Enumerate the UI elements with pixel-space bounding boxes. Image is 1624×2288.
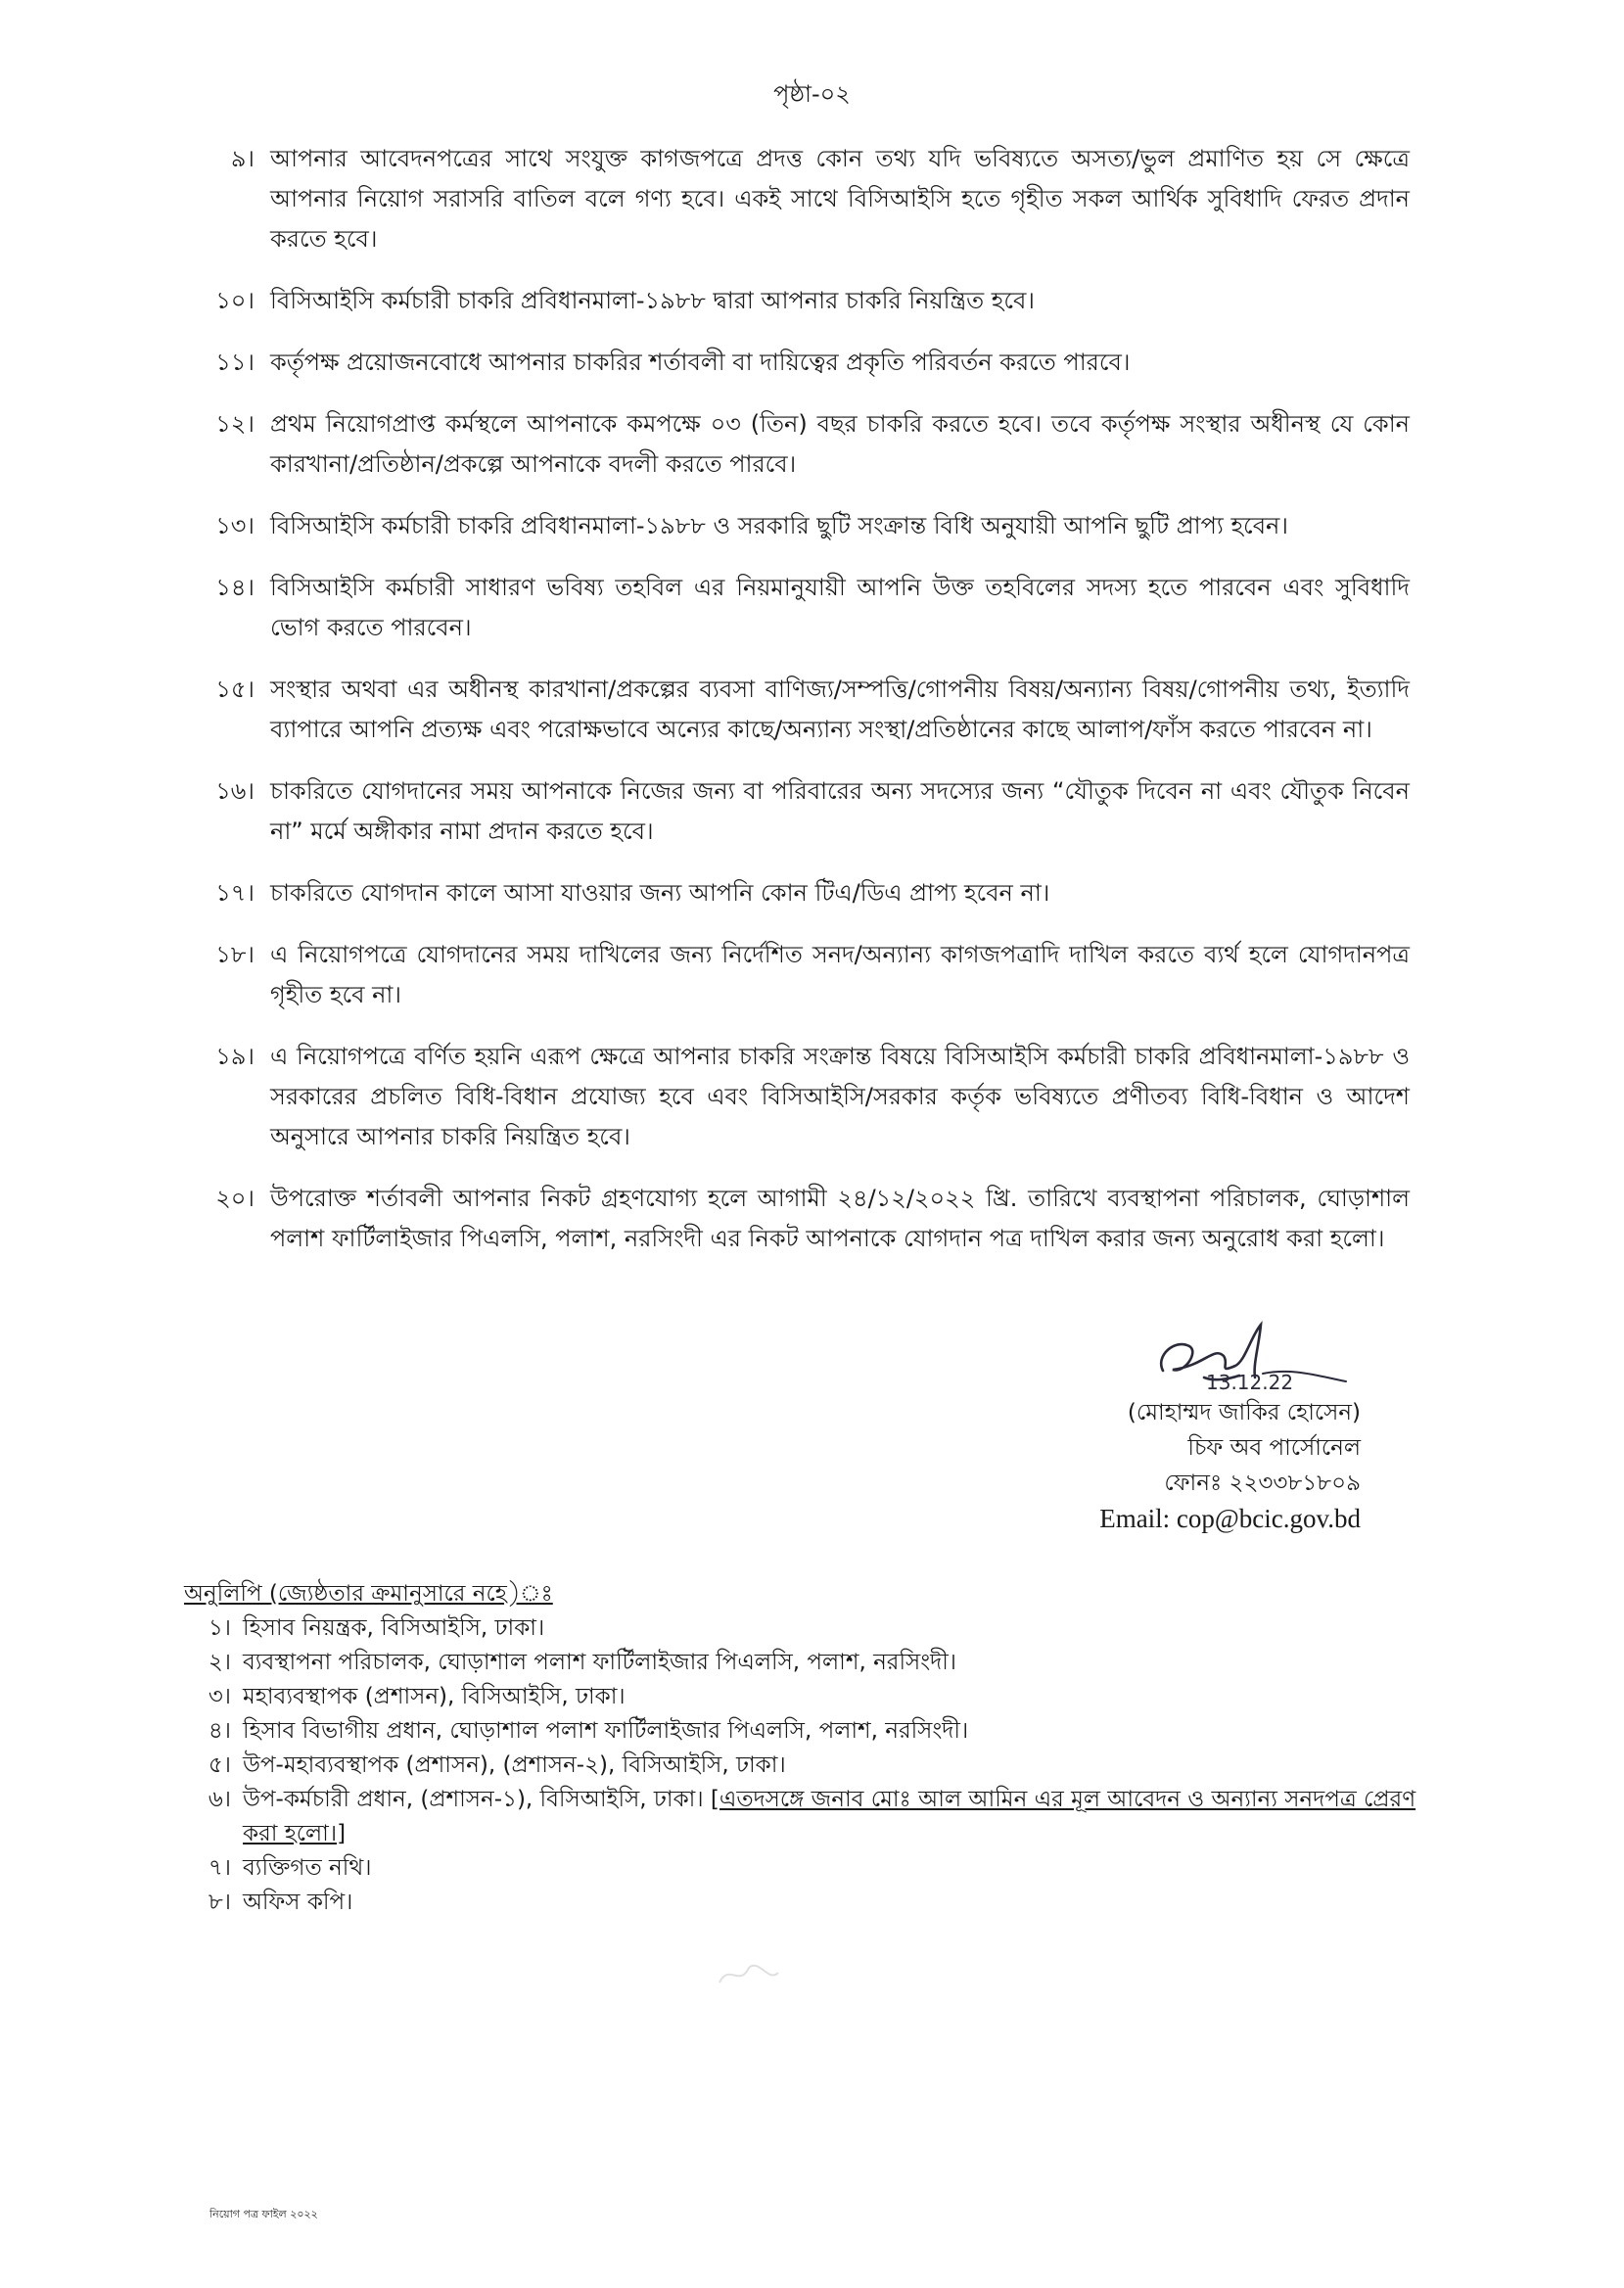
clause-number: ৯।	[230, 145, 255, 172]
clause-number: ১৬।	[215, 777, 255, 805]
copy-text: উপ-মহাব্যবস্থাপক (প্রশাসন), (প্রশাসন-২), বিসিআইসি, ঢাকা।	[243, 1752, 786, 1778]
clause-number: ১৫।	[215, 676, 255, 703]
clause-text: বিসিআইসি কর্মচারী সাধারণ ভবিষ্য তহবিল এর নিয়মানুযায়ী আপনি উক্ত তহবিলের সদস্য হতে পারবেন এবং সুবিধাদি ভোগ করতে পারবেন।	[270, 574, 1410, 641]
clause-number: ১৮।	[215, 941, 255, 968]
copy-number: ৪।	[208, 1718, 231, 1744]
clause-number: ১৭।	[215, 879, 255, 907]
clause-item	[196, 139, 1410, 259]
clause-text: বিসিআইসি কর্মচারী চাকরি প্রবিধানমালা-১৯৮৮ দ্বারা আপনার চাকরি নিয়ন্ত্রিত হবে।	[270, 287, 1035, 314]
clause-text: উপরোক্ত শর্তাবলী আপনার নিকট গ্রহণযোগ্য হলে আগামী ২৪/১২/২০২২ খ্রি. তারিখে ব্যবস্থাপনা পরিচালক, ঘোড়াশাল পলাশ ফার্টিলাইজার পিএলসি, পলাশ, নরসিংদী এর নিকট আপনাকে যোগদান পত্র দাখিল করার জন্য অনুরোধ করা হলো।	[270, 1185, 1410, 1252]
copy-text-with-note	[243, 1783, 1457, 1851]
clause-text: আপনার আবেদনপত্রের সাথে সংযুক্ত কাগজপত্রে প্রদত্ত কোন তথ্য যদি ভবিষ্যতে অসত্য/ভুল প্রমাণিত হয় সে ক্ষেত্রে আপনার নিয়োগ সরাসরি বাতিল বলে গণ্য হবে। একই সাথে বিসিআইসি হতে গৃহীত সকল আর্থিক সুবিধাদি ফেরত প্রদান করতে হবে।	[270, 145, 1410, 253]
copy-text: হিসাব নিয়ন্ত্রক, বিসিআইসি, ঢাকা।	[243, 1615, 545, 1641]
copies-title: অনুলিপি (জ্যেষ্ঠতার ক্রমানুসারে নহে)ঃ	[184, 1581, 553, 1607]
clause-text: কর্তৃপক্ষ প্রয়োজনবোধে আপনার চাকরির শর্তাবলী বা দায়িত্বের প্রকৃতি পরিবর্তন করতে পারবে।	[270, 349, 1131, 376]
signatory-email: Email: cop@bcic.gov.bd	[1099, 1504, 1361, 1533]
copy-number: ৮।	[208, 1890, 231, 1915]
copy-number: ৩।	[208, 1684, 231, 1709]
copy-item	[184, 1886, 1457, 1920]
copy-text: উপ-কর্মচারী প্রধান, (প্রশাসন-১), বিসিআইসি, ঢাকা।	[243, 1787, 704, 1812]
clause-item	[196, 935, 1410, 1015]
copy-item	[184, 1714, 1457, 1749]
clause-item	[196, 771, 1410, 852]
copy-text: ব্যক্তিগত নথি।	[243, 1855, 372, 1881]
copy-item	[184, 1851, 1457, 1886]
clause-text: বিসিআইসি কর্মচারী চাকরি প্রবিধানমালা-১৯৮৮ ও সরকারি ছুটি সংক্রান্ত বিধি অনুযায়ী আপনি ছুটি প্রাপ্য হবেন।	[270, 512, 1288, 539]
clause-number: ১৯।	[215, 1043, 255, 1070]
footer-file-note: নিয়োগ পত্র ফাইল ২০২২	[209, 2208, 318, 2220]
clause-item	[196, 873, 1410, 913]
signature-date: 13.12.22	[1206, 1371, 1294, 1394]
copy-item	[184, 1783, 1457, 1851]
copy-number: ৬।	[208, 1787, 231, 1812]
clause-item	[196, 281, 1410, 321]
clause-text: চাকরিতে যোগদান কালে আসা যাওয়ার জন্য আপনি কোন টিএ/ডিএ প্রাপ্য হবেন না।	[270, 879, 1050, 907]
clause-number: ১৩।	[215, 512, 255, 539]
clause-number: ১২।	[215, 410, 255, 438]
copy-item	[184, 1680, 1457, 1714]
handwritten-signature	[1145, 1317, 1361, 1395]
copy-number: ৭।	[208, 1855, 231, 1881]
clause-item	[196, 343, 1410, 383]
signature-block	[1038, 1317, 1361, 1536]
signatory-designation: চিফ অব পার্সোনেল	[1187, 1435, 1361, 1461]
clause-text: এ নিয়োগপত্রে যোগদানের সময় দাখিলের জন্য নির্দেশিত সনদ/অন্যান্য কাগজপত্রাদি দাখিল করতে ব্যর্থ হলে যোগদানপত্র গৃহীত হবে না।	[270, 941, 1410, 1008]
page-number: পৃষ্ঠা-০২	[773, 80, 851, 108]
clause-item	[196, 1037, 1410, 1157]
signatory-name: (মোহাম্মদ জাকির হোসেন)	[1127, 1400, 1361, 1425]
faint-show-through-mark	[715, 1953, 783, 1992]
clause-item	[196, 1179, 1410, 1259]
copy-text: অফিস কপি।	[243, 1890, 353, 1915]
clause-item	[196, 506, 1410, 546]
copy-item	[184, 1646, 1457, 1680]
clause-item	[196, 670, 1410, 750]
clause-text: এ নিয়োগপত্রে বর্ণিত হয়নি এরূপ ক্ষেত্রে আপনার চাকরি সংক্রান্ত বিষয়ে বিসিআইসি কর্মচারী চাকরি প্রবিধানমালা-১৯৮৮ ও সরকারের প্রচলিত বিধি-বিধান প্রযোজ্য হবে এবং বিসিআইসি/সরকার কর্তৃক ভবিষ্যতে প্রণীতব্য বিধি-বিধান ও আদেশ অনুসারে আপনার চাকরি নিয়ন্ত্রিত হবে।	[270, 1043, 1410, 1150]
clause-number: ১৪।	[215, 574, 255, 601]
clause-number: ১০।	[215, 287, 255, 314]
clause-item	[196, 404, 1410, 485]
clause-text: সংস্থার অথবা এর অধীনস্থ কারখানা/প্রকল্পের ব্যবসা বাণিজ্য/সম্পত্তি/গোপনীয় বিষয়/অন্যান্য বিষয়/গোপনীয় তথ্য, ইত্যাদি ব্যাপারে আপনি প্রত্যক্ষ এবং পরোক্ষভাবে অন্যের কাছে/অন্যান্য সংস্থা/প্রতিষ্ঠানের কাছে আলাপ/ফাঁস করতে পারবেন না।	[270, 676, 1410, 743]
copy-text: হিসাব বিভাগীয় প্রধান, ঘোড়াশাল পলাশ ফার্টিলাইজার পিএলসি, পলাশ, নরসিংদী।	[243, 1718, 969, 1744]
copy-number: ১।	[208, 1615, 231, 1641]
clause-list	[196, 139, 1410, 1259]
copy-text: মহাব্যবস্থাপক (প্রশাসন), বিসিআইসি, ঢাকা।	[243, 1684, 626, 1709]
clause-number: ১১।	[215, 349, 255, 376]
copy-number: ৫।	[208, 1752, 231, 1778]
clause-number: ২০।	[215, 1185, 255, 1212]
copy-text: ব্যবস্থাপনা পরিচালক, ঘোড়াশাল পলাশ ফার্টিলাইজার পিএলসি, পলাশ, নরসিংদী।	[243, 1650, 957, 1675]
copy-item	[184, 1749, 1457, 1783]
clause-text: প্রথম নিয়োগপ্রাপ্ত কর্মস্থলে আপনাকে কমপক্ষে ০৩ (তিন) বছর চাকরি করতে হবে। তবে কর্তৃপক্ষ সংস্থার অধীনস্থ যে কোন কারখানা/প্রতিষ্ঠান/প্রকল্পে আপনাকে বদলী করতে পারবে।	[270, 410, 1410, 478]
copy-item	[184, 1611, 1457, 1646]
clause-item	[196, 568, 1410, 648]
copy-distribution	[184, 1576, 1457, 1920]
signatory-phone: ফোনঃ ২২৩৩৮১৮০৯	[1164, 1471, 1361, 1496]
copy-note: [এতদসঙ্গে জনাব মোঃ আল আমিন এর মূল আবেদন ও অন্যান্য সনদপত্র প্রেরণ করা হলো।]	[243, 1787, 1416, 1846]
clause-text: চাকরিতে যোগদানের সময় আপনাকে নিজের জন্য বা পরিবারের অন্য সদস্যের জন্য “যৌতুক দিবেন না এবং যৌতুক নিবেন না” মর্মে অঙ্গীকার নামা প্রদান করতে হবে।	[270, 777, 1410, 845]
copy-number: ২।	[208, 1650, 231, 1675]
